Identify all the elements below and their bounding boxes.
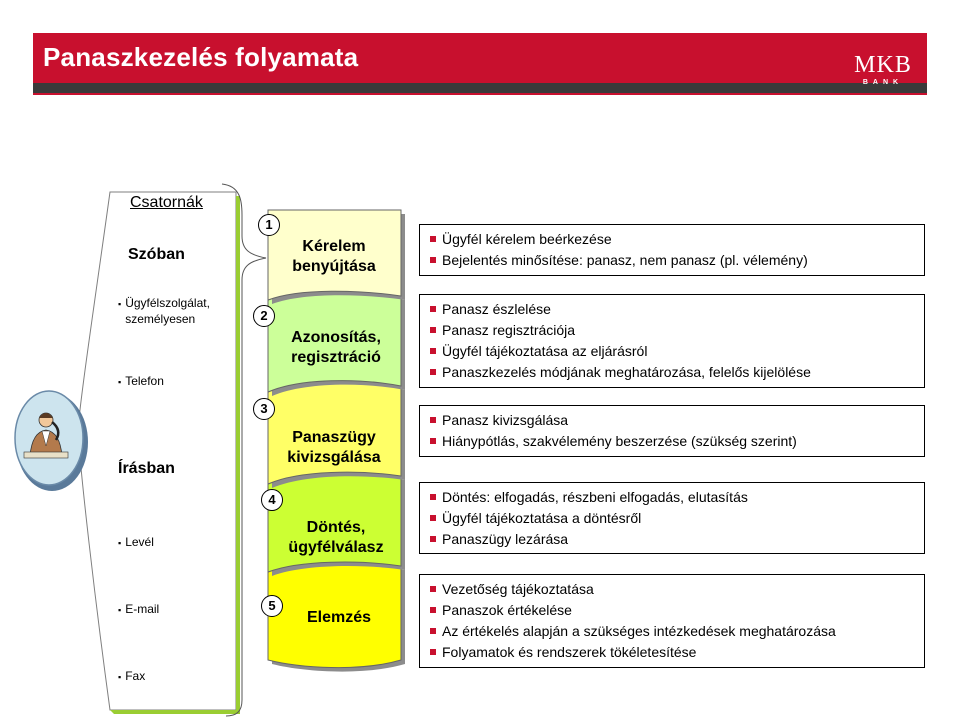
channels-panel [78, 192, 236, 710]
step-3-number: 3 [253, 398, 275, 420]
step-2-label: Azonosítás, regisztráció [291, 329, 381, 366]
bullet-square-icon [430, 348, 436, 354]
bullet-square-icon [430, 607, 436, 613]
detail-text: Folyamatok és rendszerek tökéletesítése [442, 644, 697, 660]
bullet: ▪ [118, 538, 122, 548]
bullet: ▪ [118, 672, 122, 682]
bullet-square-icon [430, 628, 436, 634]
detail-text: Panasz regisztrációja [442, 322, 576, 338]
step-4-number: 4 [261, 489, 283, 511]
channel-item-customer-service [118, 295, 210, 327]
bullet-square-icon [430, 417, 436, 423]
channel-item-phone [118, 373, 164, 390]
step-5-details [419, 574, 925, 668]
step-2-number: 2 [253, 305, 275, 327]
step-1-details [419, 224, 925, 276]
bullet-square-icon [430, 494, 436, 500]
bullet-square-icon [430, 586, 436, 592]
channels-written-heading: Írásban [118, 460, 175, 477]
detail-row [430, 431, 918, 452]
detail-row [430, 529, 918, 550]
step-5-number: 5 [261, 595, 283, 617]
channel-item-label: Ügyfélszolgálat, személyesen [125, 296, 210, 326]
detail-text: Vezetőség tájékoztatása [442, 581, 594, 597]
channel-item-label: Levél [125, 535, 154, 549]
bullet: ▪ [118, 299, 122, 309]
detail-text: Bejelentés minősítése: panasz, nem panasz (pl. vélemény) [442, 252, 808, 268]
step-5-label: Elemzés [306, 609, 372, 626]
channel-item-letter [118, 534, 154, 551]
detail-text: Panaszügy lezárása [442, 531, 569, 547]
detail-text: Az értékelés alapján a szükséges intézkedések meghatározása [442, 623, 836, 639]
step-3-label: Panaszügy kivizsgálása [287, 429, 381, 466]
logo-mark: MKB [854, 52, 912, 78]
bullet-square-icon [430, 649, 436, 655]
detail-row [430, 642, 918, 663]
step-1-label: Kérelem benyújtása [292, 238, 376, 275]
detail-text: Ügyfél tájékoztatása az eljárásról [442, 343, 648, 359]
detail-text: Panasz észlelése [442, 301, 551, 317]
bullet-square-icon [430, 306, 436, 312]
bullet-square-icon [430, 369, 436, 375]
page-title: Panaszkezelés folyamata [43, 42, 359, 72]
bullet-square-icon [430, 515, 436, 521]
bullet-square-icon [430, 327, 436, 333]
detail-row [430, 621, 918, 642]
channel-item-label: E-mail [125, 602, 160, 616]
detail-row [430, 341, 918, 362]
step-4-details [419, 482, 925, 554]
detail-text: Panaszok értékelése [442, 602, 572, 618]
detail-row [430, 362, 918, 383]
bullet: ▪ [118, 605, 122, 615]
detail-row [430, 487, 918, 508]
detail-row [430, 508, 918, 529]
bullet-square-icon [430, 536, 436, 542]
detail-text: Ügyfél kérelem beérkezése [442, 231, 612, 247]
logo-sub: BANK [862, 79, 904, 86]
detail-row [430, 250, 918, 271]
bullet-square-icon [430, 257, 436, 263]
channel-item-label: Fax [125, 669, 146, 683]
step-3-details [419, 405, 925, 457]
bullet: ▪ [118, 377, 122, 387]
step-2-details [419, 294, 925, 388]
detail-row [430, 410, 918, 431]
bullet-square-icon [430, 438, 436, 444]
channel-item-label: Telefon [125, 374, 164, 388]
detail-row [430, 320, 918, 341]
channel-item-email [118, 601, 159, 618]
step-1-number: 1 [258, 214, 280, 236]
channels-oral-heading: Szóban [128, 246, 185, 263]
detail-row [430, 600, 918, 621]
detail-text: Hiánypótlás, szakvélemény beszerzése (szükség szerint) [442, 433, 797, 449]
detail-row [430, 229, 918, 250]
channel-item-fax [118, 668, 145, 685]
detail-text: Ügyfél tájékoztatása a döntésről [442, 510, 642, 526]
detail-row [430, 579, 918, 600]
channels-title: Csatornák [130, 194, 203, 211]
bullet-square-icon [430, 236, 436, 242]
detail-text: Panaszkezelés módjának meghatározása, felelős kijelölése [442, 364, 811, 380]
detail-row [430, 299, 918, 320]
detail-text: Panasz kivizsgálása [442, 412, 569, 428]
step-4-label: Döntés, ügyfélválasz [288, 519, 384, 556]
detail-text: Döntés: elfogadás, részbeni elfogadás, elutasítás [442, 489, 748, 505]
